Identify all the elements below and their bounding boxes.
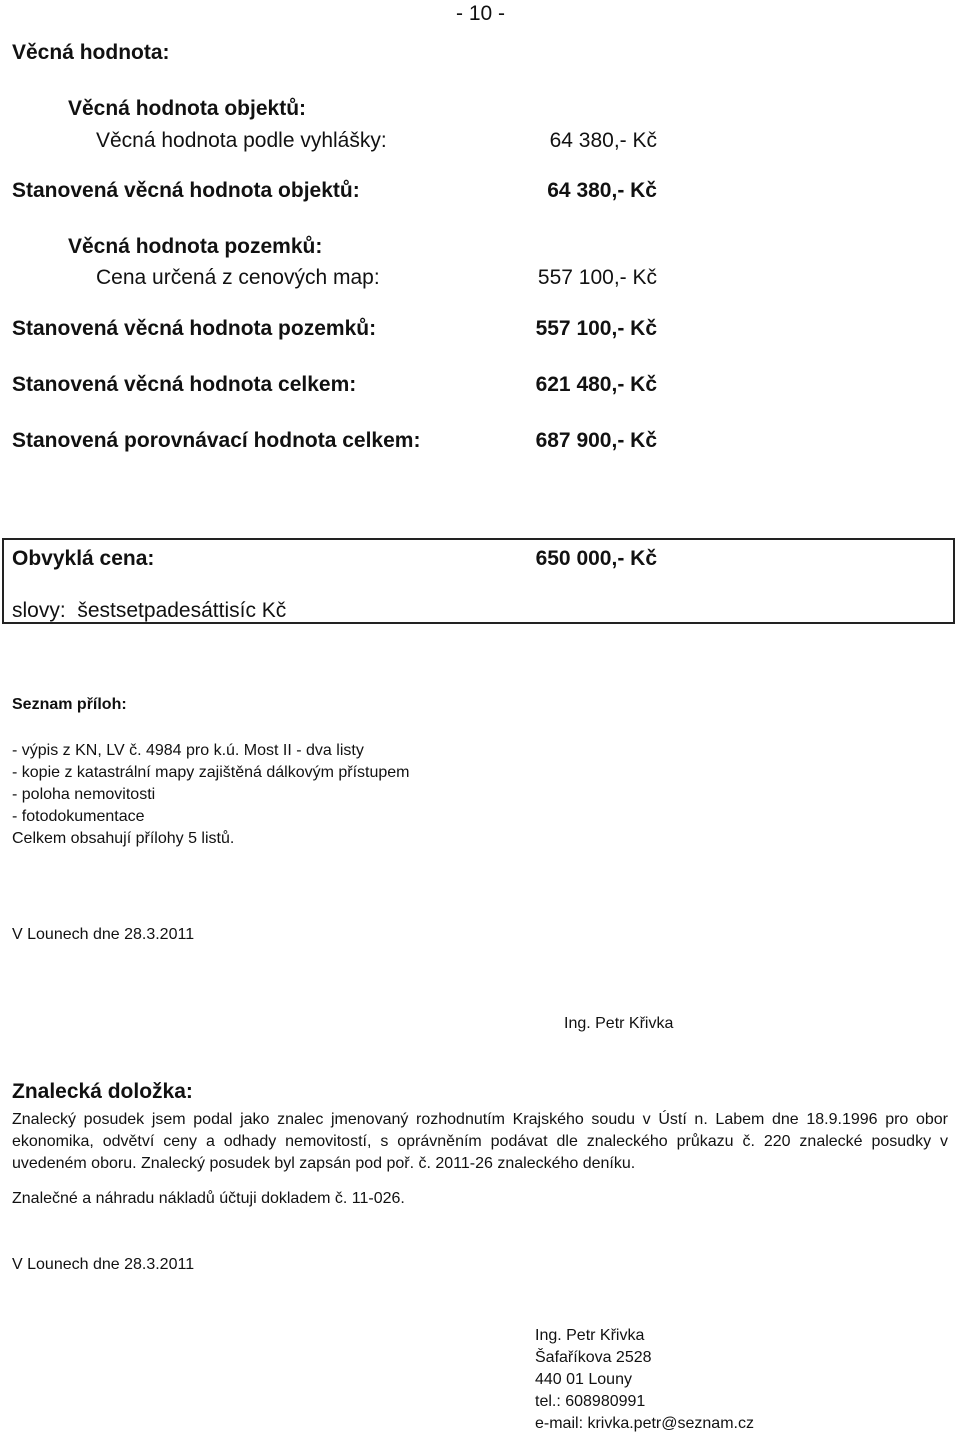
contact-city: 440 01 Louny [535, 1371, 632, 1388]
contact-name: Ing. Petr Křivka [535, 1327, 645, 1344]
land-determined-label: Stanovená věcná hodnota pozemků: [12, 317, 377, 340]
clause-heading: Znalecká doložka: [12, 1080, 193, 1103]
objects-by-decree-value: 64 380,- Kč [549, 129, 657, 152]
attachment-item: - poloha nemovitosti [12, 786, 156, 803]
land-price-map-label: Cena určená z cenových map: [96, 266, 380, 289]
attachment-item: - výpis z KN, LV č. 4984 pro k.ú. Most II - dva listy [12, 742, 364, 759]
words-label: slovy: [12, 599, 66, 622]
usual-price-label: Obvyklá cena: [12, 547, 155, 570]
attachment-item: - kopie z katastrální mapy zajištěná dálkovým přístupem [12, 764, 410, 781]
objects-heading: Věcná hodnota objektů: [68, 97, 307, 120]
objects-determined-value: 64 380,- Kč [547, 179, 657, 202]
date-line: V Lounech dne 28.3.2011 [12, 1256, 195, 1273]
comparative-label: Stanovená porovnávací hodnota celkem: [12, 429, 421, 452]
attachments-heading: Seznam příloh: [12, 696, 127, 713]
attachment-item: - fotodokumentace [12, 808, 145, 825]
page-number: - 10 - [456, 2, 506, 25]
land-heading: Věcná hodnota pozemků: [68, 235, 323, 258]
contact-phone: tel.: 608980991 [535, 1393, 646, 1410]
objects-determined-label: Stanovená věcná hodnota objektů: [12, 179, 360, 202]
section-title: Věcná hodnota: [12, 41, 170, 64]
land-determined-value: 557 100,- Kč [535, 317, 657, 340]
date-line: V Lounech dne 28.3.2011 [12, 926, 195, 943]
attachment-total: Celkem obsahují přílohy 5 listů. [12, 830, 235, 847]
fee-text: Znalečné a náhradu nákladů účtuji dokladem č. 11-026. [12, 1190, 405, 1207]
land-price-map-value: 557 100,- Kč [537, 266, 657, 289]
comparative-value: 687 900,- Kč [535, 429, 657, 452]
usual-price-value: 650 000,- Kč [535, 547, 657, 570]
objects-by-decree-label: Věcná hodnota podle vyhlášky: [96, 129, 387, 152]
words-value: šestsetpadesáttisíc Kč [77, 599, 287, 622]
clause-text: Znalecký posudek jsem podal jako znalec jmenovaný rozhodnutím Krajského soudu v Ústí n. Labem dne 18.9.1996 pro obor ekonomika, odvětví ceny a odhady nemovitostí, s oprávněním podávat dle znaleckého průkazu č. 220 znalecké posudky v uvedeném oboru. Znalecký posudek byl zapsán pod poř. č. 2011-26 znaleckého deníku. [12, 1111, 948, 1172]
contact-street: Šafaříkova 2528 [535, 1349, 652, 1366]
contact-email: e-mail: krivka.petr@seznam.cz [535, 1415, 754, 1432]
total-value: 621 480,- Kč [535, 373, 657, 396]
usual-price-words [12, 600, 286, 621]
signature-name: Ing. Petr Křivka [564, 1015, 674, 1032]
total-label: Stanovená věcná hodnota celkem: [12, 373, 357, 396]
